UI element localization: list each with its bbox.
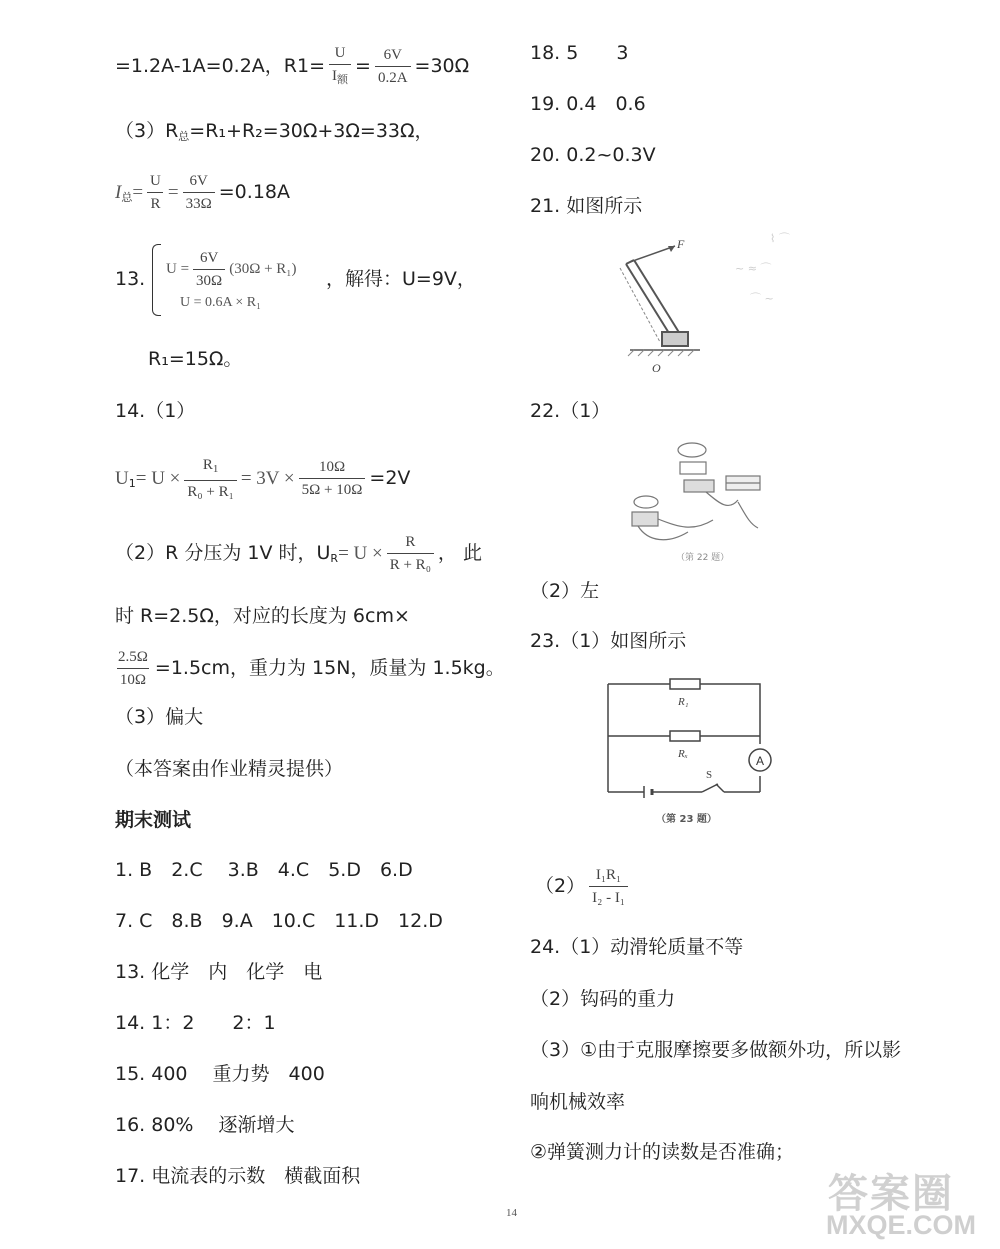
circuit-diagram: [600, 676, 780, 831]
answer-23-part2: （2） $\frac{\text{I₁R₁}}{\text{I₂ - I₁}}$: [535, 866, 632, 907]
answer-18: 18. 5 3: [530, 42, 629, 64]
fraction: $\frac{10\Omega}{5\Omega + 10\Omega}$: [299, 458, 366, 499]
answer-22: 22.（1）: [530, 400, 611, 422]
answer-24-part3-line2: 响机械效率: [530, 1091, 626, 1113]
question-13-result: ，解得：U=9V，: [326, 268, 476, 290]
question-13-r1: R₁=15Ω。: [148, 348, 243, 370]
ammeter-label: A: [756, 754, 765, 768]
answer-15: 15. 400 重力势 400: [115, 1063, 325, 1085]
answer-line-i-total: $I_总=$ $\frac{U}{R}$ = $\frac{6V}{33\Omega}$ =0.18A: [115, 173, 290, 212]
fraction: U $I_额$: [329, 44, 351, 89]
answer-24: 24.（1）动滑轮质量不等: [530, 936, 744, 958]
rx-label: Rₓ: [678, 748, 688, 760]
figure-caption: （第 23 题）: [656, 814, 717, 825]
answer-23: 23.（1）如图所示: [530, 630, 687, 652]
fraction: $\frac{R}{\text{R + R₀}}$: [387, 533, 434, 574]
question-13-label: 13.: [115, 268, 146, 290]
fraction: $\frac{6V}{30\Omega}$: [193, 249, 225, 290]
answer-20: 20. 0.2~0.3V: [530, 144, 656, 166]
fraction: $\frac{U}{R}$: [147, 172, 164, 213]
ammeter-shape: [678, 443, 706, 457]
page-number: 14: [506, 1207, 517, 1219]
experiment-setup-diagram: [618, 432, 768, 564]
resistor-rx: [670, 731, 700, 741]
r1-label: R₁: [678, 696, 689, 708]
faint-scribbles: [735, 232, 790, 305]
switch-label: S: [706, 769, 713, 781]
ground-hatch: [628, 350, 694, 356]
watermark-logo: [820, 1160, 1000, 1249]
answer-22-part2: （2）左: [530, 580, 600, 602]
question-14-part1-formula: $U_1= U$ × $\frac{R_1}{\text{R₀ + R₁}}$ = 3V × $\frac{10\Omega}{5\Omega + 10\Omega}$ =2V: [115, 457, 411, 500]
force-arrow-head: [668, 246, 675, 252]
fraction: $\frac{R_1}{\text{R₀ + R₁}}$: [184, 456, 236, 501]
watermark-title: 答案圈: [828, 1171, 954, 1217]
force-label: F: [677, 237, 685, 251]
answer-13: 13. 化学 内 化学 电: [115, 961, 323, 983]
answer-24-part3-line1: （3）①由于克服摩擦要多做额外功，所以影: [530, 1039, 902, 1061]
arm-dashed: [620, 268, 660, 342]
answer-17: 17. 电流表的示数 横截面积: [115, 1165, 361, 1187]
question-14-part3: （3）偏大: [115, 706, 204, 728]
force-line: [630, 246, 675, 262]
question-13-equation-1: U = $\frac{6V}{30\Omega}$ (30Ω + R₁): [166, 250, 297, 289]
credit-note: （本答案由作业精灵提供）: [115, 758, 344, 780]
answer-19: 19. 0.4 0.6: [530, 93, 646, 115]
resistor-r1: [670, 679, 700, 689]
answer-14: 14. 1：2 2：1: [115, 1012, 276, 1034]
svg-text:⌒ ~: ⌒ ~: [750, 292, 774, 305]
section-heading: 期末测试: [115, 809, 192, 831]
mc-answers-1: 1. B 2.C 3.B 4.C 5.D 6.D: [115, 859, 413, 881]
question-14-part2: （2）R 分压为 1V 时，$U_R= U$ × $\frac{R}{\text{R + R₀}}$ ， 此: [115, 534, 482, 573]
lever-arm: [626, 260, 688, 346]
watermark-url: MXQE.COM: [826, 1210, 977, 1240]
answer-line-r1: =1.2A-1A=0.2A，R1= U $I_额$ = $\frac{6V}{0.2A}$ =30Ω: [115, 44, 469, 89]
fraction: $\frac{6V}{0.2A}$: [375, 46, 411, 87]
equation-brace: [152, 244, 161, 316]
question-14-label: 14.（1）: [115, 400, 196, 422]
fraction: $\frac{6V}{33\Omega}$: [183, 172, 215, 213]
svg-text:⌇ ⌒: ⌇ ⌒: [770, 232, 790, 245]
svg-text:~ ≈ ⌒: ~ ≈ ⌒: [735, 262, 772, 275]
question-14-part2-line2: 时 R=2.5Ω，对应的长度为 6cm×: [115, 605, 410, 627]
fraction: $\frac{\text{I₁R₁}}{\text{I₂ - I₁}}$: [589, 866, 628, 907]
question-14-part2-line3: $\frac{2.5\Omega}{10\Omega}$ =1.5cm，重力为 15N，质量为 1.5kg。: [115, 648, 505, 689]
answer-21: 21. 如图所示: [530, 195, 643, 217]
lever-diagram: [600, 232, 830, 374]
pivot-label: O: [652, 361, 661, 374]
answer-line-r-total: $(3)R_总=R_1+R_2=30\Omega+3\Omega=33\Omega$，: [115, 120, 434, 143]
answer-24-part3-line3: ②弹簧测力计的读数是否准确；: [530, 1141, 795, 1163]
answer-24-part2: （2）钩码的重力: [530, 988, 676, 1010]
mc-answers-2: 7. C 8.B 9.A 10.C 11.D 12.D: [115, 910, 443, 932]
figure-caption: （第 22 题）: [676, 553, 730, 563]
question-13-equation-2: U = 0.6A × R₁: [180, 295, 261, 310]
switch-lever: [702, 784, 718, 792]
fraction: $\frac{2.5\Omega}{10\Omega}$: [118, 649, 148, 688]
answer-16: 16. 80% 逐渐增大: [115, 1114, 295, 1136]
